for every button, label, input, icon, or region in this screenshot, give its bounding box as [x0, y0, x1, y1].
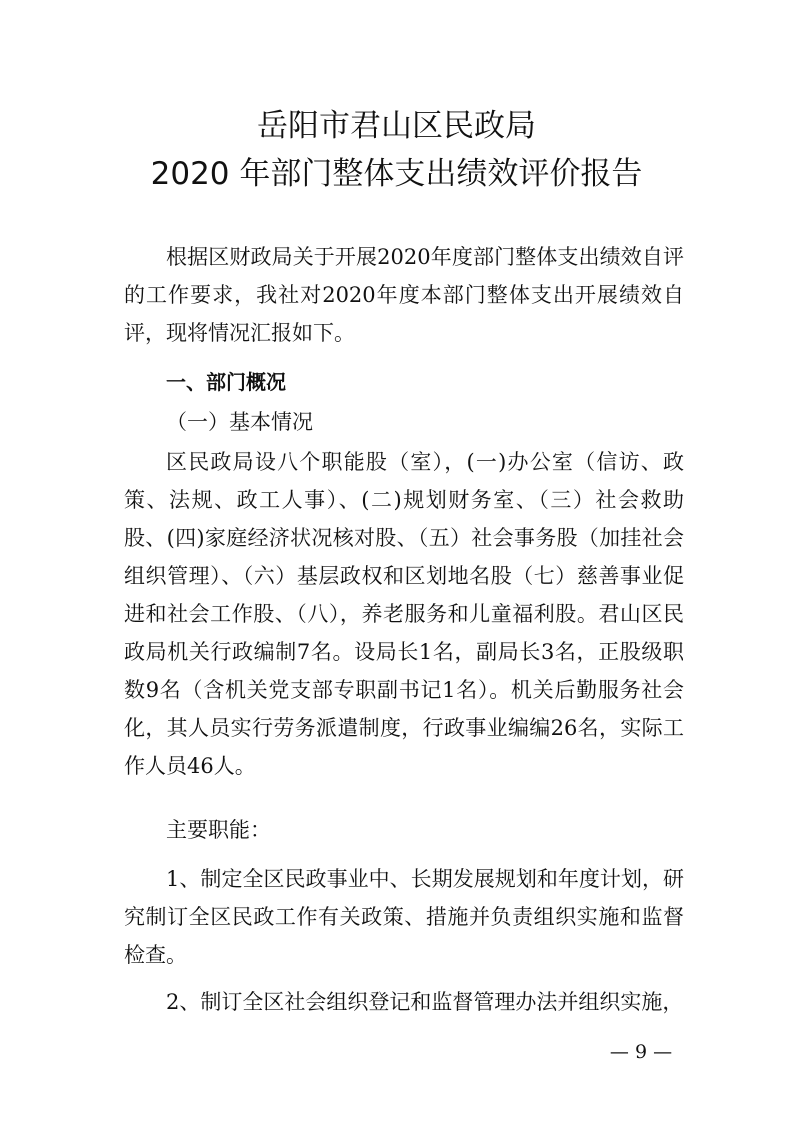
- document-title-line-2: 2020 年部门整体支出绩效评价报告: [150, 156, 643, 192]
- intro-paragraph: 根据区财政局关于开展2020年度部门整体支出绩效自评的工作要求，我社对2020年度本部门整体支出开展绩效自评，现将情况汇报如下。: [124, 245, 684, 345]
- page-number: — 9 —: [609, 1041, 673, 1063]
- section-heading-department-overview: 一、部门概况: [166, 370, 286, 394]
- main-functions-label: 主要职能：: [166, 818, 271, 842]
- function-item-2: 2、制订全区社会组织登记和监督管理办法并组织实施，: [166, 990, 684, 1014]
- basic-info-paragraph: 区民政局设八个职能股（室），(一)办公室（信访、政策、法规、政工人事）、(二)规划财务室、（三）社会救助股、(四)家庭经济状况核对股、（五）社会事务股（加挂社会组织管理）、（六）基层政权和区划地名股（七）慈善事业促进和社会工作股、（八），养老服务和儿童福利股。君山区民政局机关行政编制7名。设局长1名，副局长3名，正股级职数9名（含机关党支部专职副书记1名）。机关后勤服务社会化，其人员实行劳务派遣制度，行政事业编编26名，实际工作人员46人。: [124, 450, 684, 778]
- document-title-line-1: 岳阳市君山区民政局: [257, 108, 536, 144]
- subsection-heading-basic-info: （一）基本情况: [166, 410, 313, 434]
- function-item-1: 1、制定全区民政事业中、长期发展规划和年度计划，研究制订全区民政工作有关政策、措施并负责组织实施和监督检查。: [124, 867, 684, 967]
